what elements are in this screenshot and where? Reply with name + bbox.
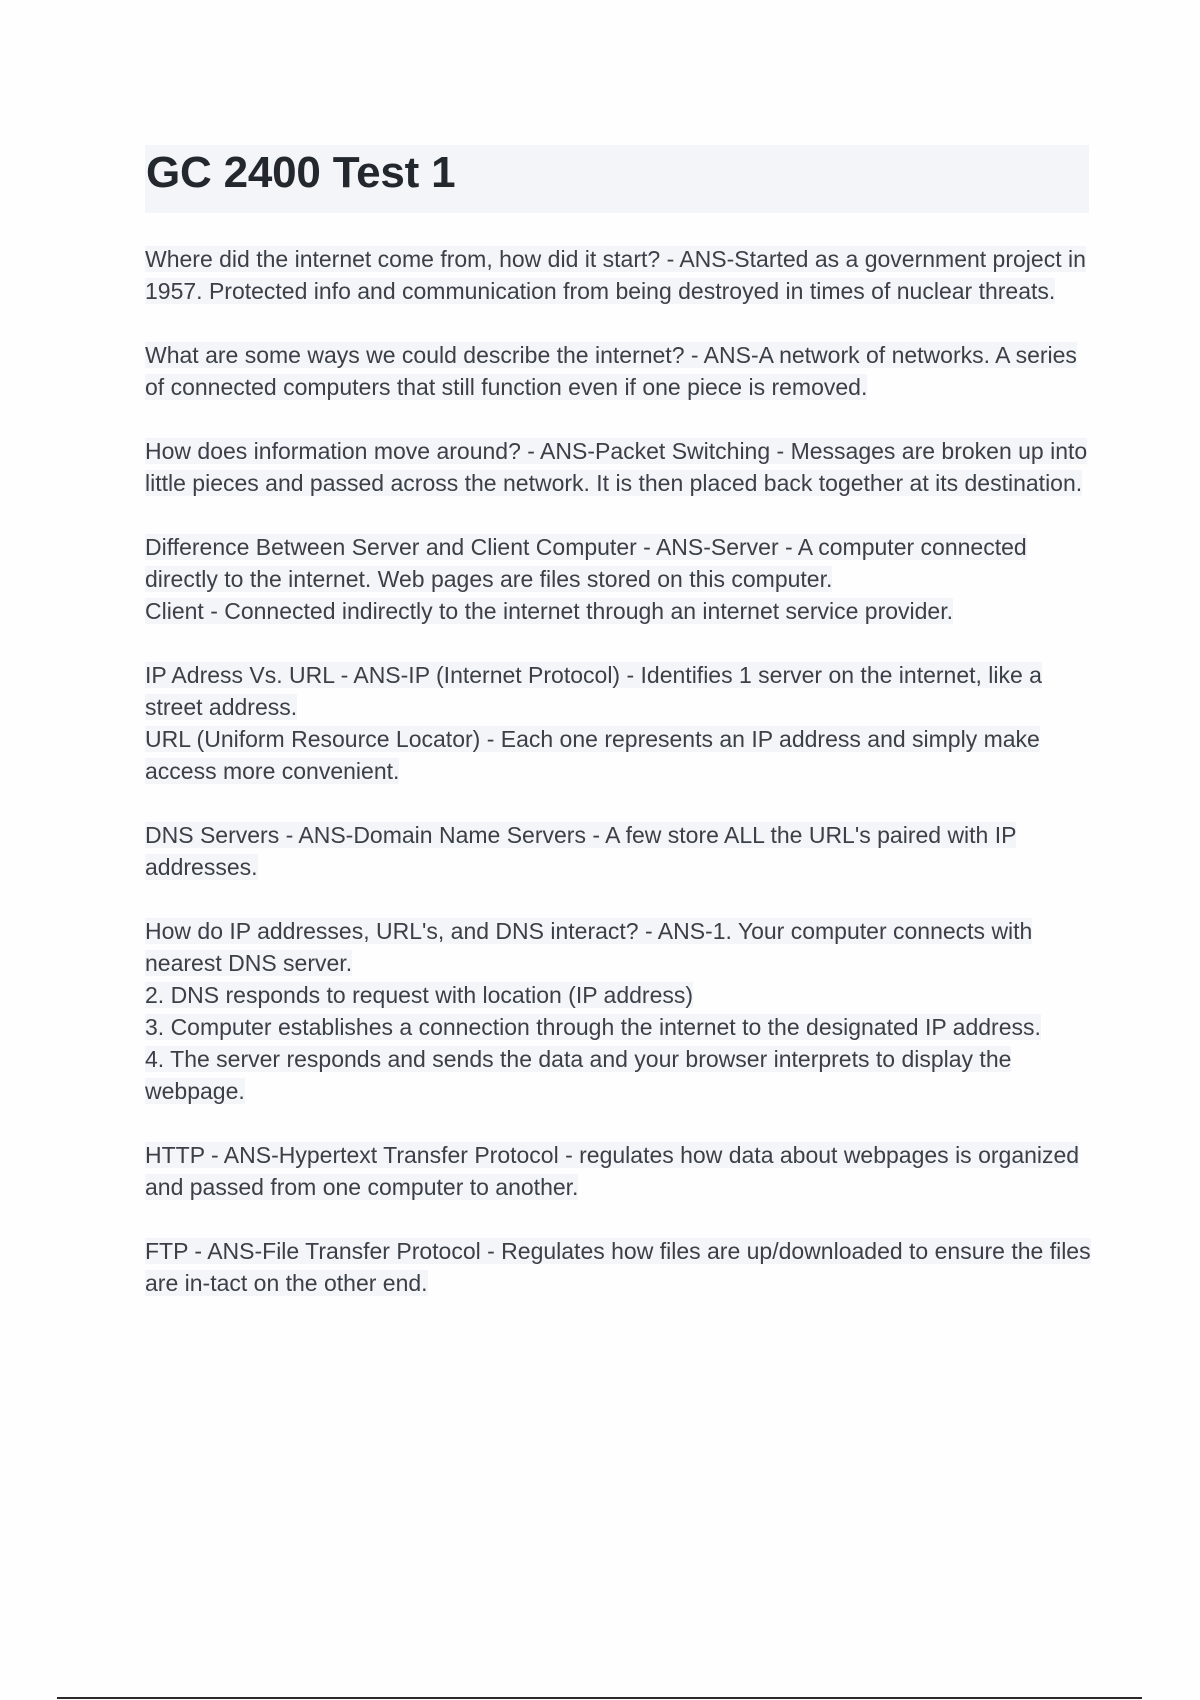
qa-entry-text: HTTP - ANS-Hypertext Transfer Protocol - regulates how data about webpages is organized and passed from one computer to another. xyxy=(145,1142,1080,1200)
qa-entry-4 xyxy=(145,531,1095,627)
qa-entry-6 xyxy=(145,819,1095,883)
qa-entry-8 xyxy=(145,1139,1095,1203)
qa-entry-text: Where did the internet come from, how did it start? - ANS-Started as a government project in 1957. Protected info and communication from being destroyed in times of nuclear threats. xyxy=(145,246,1086,304)
qa-entry-text: How does information move around? - ANS-Packet Switching - Messages are broken up into little pieces and passed across the network. It is then placed back together at its destination. xyxy=(145,438,1088,496)
qa-entry-text: Difference Between Server and Client Computer - ANS-Server - A computer connected directly to the internet. Web pages are files stored on this computer. Client - Connected indirectly to the internet through an internet service provider. xyxy=(145,534,1027,624)
qa-entry-text: FTP - ANS-File Transfer Protocol - Regulates how files are up/downloaded to ensure the files are in-tact on the other end. xyxy=(145,1238,1091,1296)
document-title: GC 2400 Test 1 xyxy=(146,148,456,197)
qa-entry-5 xyxy=(145,659,1095,787)
qa-entry-text: What are some ways we could describe the internet? - ANS-A network of networks. A series of connected computers that still function even if one piece is removed. xyxy=(145,342,1077,400)
qa-entry-2 xyxy=(145,339,1095,403)
qa-entry-text: How do IP addresses, URL's, and DNS interact? - ANS-1. Your computer connects with nearest DNS server. 2. DNS responds to request with location (IP address) 3. Computer establishes a connection through the internet to the designated IP address. 4. The server responds and sends the data and your browser interprets to display the webpage. xyxy=(145,918,1041,1104)
qa-entry-7 xyxy=(145,915,1095,1107)
document-body xyxy=(145,243,1095,1331)
qa-entry-1 xyxy=(145,243,1095,307)
qa-entry-text: IP Adress Vs. URL - ANS-IP (Internet Protocol) - Identifies 1 server on the internet, like a street address. URL (Uniform Resource Locator) - Each one represents an IP address and simply make access more convenient. xyxy=(145,662,1042,784)
qa-entry-text: DNS Servers - ANS-Domain Name Servers - A few store ALL the URL's paired with IP addresses. xyxy=(145,822,1017,880)
qa-entry-9 xyxy=(145,1235,1095,1299)
page-bottom-rule xyxy=(57,1697,1142,1699)
qa-entry-3 xyxy=(145,435,1095,499)
